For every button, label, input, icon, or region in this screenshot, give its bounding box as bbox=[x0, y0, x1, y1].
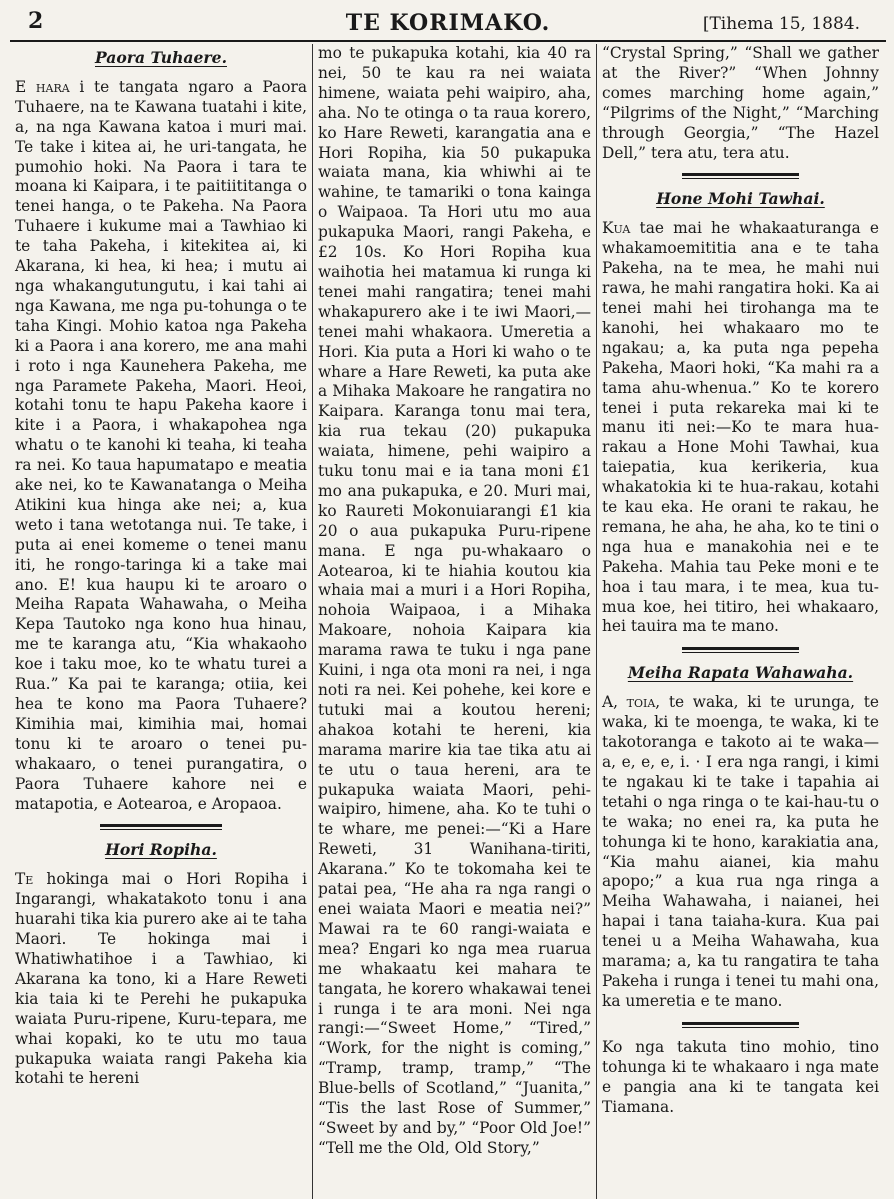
article-heading-meiha-rapata-wahawaha: Meiha Rapata Wahawaha. bbox=[627, 663, 854, 683]
article-body-hori-ropiha-continued: mo te pukapuka kotahi, kia 40 ra nei, 50 te kau ra nei waiata himene, waiata pehi waipiro, aha, aha. No te otinga o ta raua korero, ko Hare Reweti, karangatia ana e Hori Ropiha, kia 50 pukapuka waiata mana, kia whiwhi ai te wahine, te tamariki o tona kainga o Waipaoa. Ta Hori utu mo aua pukapuka Maori, rangi Pakeha, e £2 10s. Ko Hori Ropiha kua waihotia hei matamua ki runga ki tenei mahi rangatira; tenei mahi whakapurero ake i te iwi Maori,—tenei mahi whakaora. Umeretia a Hori. Kia puta a Hori ki waho o te whare a Hare Reweti, ka puta ake a Mihaka Makoare he rangatira no Kaipara. Karanga tonu mai tera, kia rua tekau (20) pukapuka waiata, himene, pehi waipiro a tuku tonu mai e ia tana moni £1 mo ana pukapuka, e 20. Muri mai, ko Raureti Mokonuiarangi £1 kia 20 o aua pukapuka Puru-ripene mana. E nga pu-whakaaro o Aotearoa, ki te hiahia koutou kia whaia mai a muri i a Hori Ropiha, nohoia Waipaoa, i a Mihaka Makoare, nohoia Kaipara kia marama rawa te tuku i nga pane Kuini, i nga ota moni ra nei, i nga noti ra nei. Kei pohehe, kei kore e tutuki mai a koutou hereni; ahakoa kotahi te hereni, kia marama marire kia tae tika atu ai te utu o taua hereni, ara te pukapuka waiata Maori, pehi-waipiro, himene, aha. Ko te tuhi o te whare, me penei:—“Ki a Hare Reweti, 31 Wanihana-tiriti, Akarana.” Ko te tokomaha kei te patai pea, “He aha ra nga rangi o enei waiata Maori e meatia nei?” Mawai ra te 60 rangi-waiata e mea? Engari ko nga mea ruarua me whakaatu kei mahara te tangata, he korero whakawai tenei i runga i te ara moni. Nei nga rangi:—“Sweet Home,” “Tired,” “Work, for the night is coming,” “Tramp, tramp, tramp,” “The Blue-bells of Scotland,” “Juanita,” “Tis the last Rose of Summer,” “Sweet by and by,” “Poor Old Joe!” “Tell me the Old, Old Story,” bbox=[318, 44, 591, 1157]
issue-date: [Tihema 15, 1884. bbox=[702, 14, 860, 34]
columns bbox=[10, 44, 886, 1199]
song-list-continued: “Crystal Spring,” “Shall we gather at the River?” “When Johnny comes marching home again,” “Pilgrims of the Night,” “Marching through Georgia,” “The Hazel Dell,” tera atu, tera atu. bbox=[602, 44, 879, 162]
article-heading-hori-ropiha: Hori Ropiha. bbox=[105, 840, 217, 860]
page-number: 2 bbox=[28, 8, 44, 34]
lead-word: Te bbox=[15, 870, 34, 889]
article-body-hone-mohi-tawhai bbox=[602, 219, 879, 637]
column-3 bbox=[596, 44, 884, 1199]
section-divider bbox=[682, 173, 798, 179]
article-body-meiha-rapata-wahawaha bbox=[602, 693, 879, 1012]
column-1 bbox=[10, 44, 312, 1199]
body-text: hokinga mai o Hori Ropiha i Ingarangi, whakatakoto tonu i ana huarahi tika kia purero ake ai te taha Maori. Te hokinga mai i Whatiwhatihoe i a Tawhiao, ki Akarana ka tono, ki a Hare Reweti kia taia ki te Perehi he pukapuka waiata Puru-ripene, Kuru-tepara, me whai kopaki, ko te utu mo taua pukapuka waiata rangi Pakeha kia kotahi te hereni bbox=[15, 870, 307, 1088]
section-divider bbox=[682, 1022, 798, 1028]
article-heading-hone-mohi-tawhai: Hone Mohi Tawhai. bbox=[656, 189, 825, 209]
column-2 bbox=[312, 44, 596, 1199]
lead-word: A, toia, bbox=[602, 693, 661, 712]
body-text: te waka, ki te urunga, te waka, ki te moenga, te waka, ki te takotoranga e takoto ai te waka—a, e, e, e, i. · I era nga rangi, i kimi te ngakau ki te take i tapahia ai tetahi o nga ringa o te kai-hau-tu o te waka; no enei ra, ka puta he tohunga ki te hono, karakiatia ana, “Kia mahu aianei, kia mahu apopo;” a kua rua nga ringa a Meiha Wahawaha, i naianei, hei hapai i tana taiaha-kura. Kua pai tenei u a Meiha Wahawaha, kua marama; a, ka tu rangatira te taha Pakeha i runga i tenei tu mahi ona, ka umeretia e te mano. bbox=[602, 693, 879, 1010]
section-divider bbox=[682, 647, 798, 653]
lead-word: Kua bbox=[602, 219, 631, 238]
article-body-hori-ropiha bbox=[15, 870, 307, 1089]
section-divider bbox=[100, 824, 223, 830]
masthead bbox=[10, 6, 886, 42]
lead-word: E hara bbox=[15, 77, 70, 96]
body-text: i te tangata ngaro a Paora Tuhaere, na te Kawana tuatahi i kite, a, na nga Kawana katoa i muri mai. Te take i kitea ai, he uri-tangata, he pumohio hoki. Na Paora i tara te moana ki Kaipara, i te paitiititanga o tenei hanga, o te Pakeha. Na Paora Tuhaere i kukume mai a Tawhiao ki te taha Pakeha, i kitekitea ai, ki Akarana, ki hea, ki hea; i mutu ai nga whakangutungutu, i kai tahi ai nga Kawana, me nga pu-tohunga o te taha Kingi. Mohio katoa nga Pakeha ki a Paora i ana korero, me ana mahi i roto i nga Kaunehera Pakeha, me nga Paramete Pakeha, Maori. Heoi, kotahi tonu te hapu Pakeha kaore i kite i a Paora, i whakapohea nga whatu o te kanohi ki teaha, ki teaha ra nei. Ko taua hapumatapo e meatia ake nei, ko te Kawanatanga o Meiha Atikini kua hinga ake nei; a, kua weto i tana wetotanga nui. Te take, i puta ai enei komeme o tenei manu iti, he rongo-taringa ki a take mai ano. E! kua haupu ki te aroaro o Meiha Rapata Wahawaha, o Meiha Kepa Tautoko nga kono hua hinau, me te karanga atu, “Kia whakaoho koe i taku moe, ko te whatu turei a Rua.” Ka pai te karanga; otiia, kei hea te kono ma Paora Tuhaere? Kimihia mai, kimihia mai, homai tonu ki te aroaro o tenei pu-whakaaro, o tenei purangatira, o Paora Tuhaere kahore nei e matapotia, e Aotearoa, e Aropaoa. bbox=[15, 77, 308, 813]
body-text: tae mai he whakaaturanga e whakamoemititia ana e te taha Pakeha, na te mea, he mahi nui rawa, he mahi rangatira hoki. Ka ai tenei mahi hei tirohanga ma te kanohi, hei whakaaro mo te ngakau; a, ka puta nga pepeha Pakeha, Maori hoki, “Ka mahi ra a tama ahu-whenua.” Ko te korero tenei i puta rekareka mai ki te manu iti nei:—Ko te mara hua-rakau a Hone Mohi Tawhai, kua taiepatia, kua kerikeria, kua whakatokia ki te hua-rakau, kotahi te kau eka. He orani te rakau, he remana, he aha, he aha, ko te tini o nga hua e manakohia nei e te Pakeha. Mahia tau Peke moni e te hoa i tau mara, i te mea, kua tu-mua koe, hei titiro, hei whakaaro, hei tauira ma te mano. bbox=[602, 219, 879, 636]
article-heading-paora-tuhaere: Paora Tuhaere. bbox=[95, 48, 227, 67]
article-body-paora-tuhaere bbox=[15, 78, 307, 815]
article-body-takuta: Ko nga takuta tino mohio, tino tohunga ki te whakaaro i nga mate e pangia ana ki te tangata kei Tiamana. bbox=[602, 1037, 879, 1116]
newspaper-title: TE KORIMAKO. bbox=[345, 10, 551, 36]
